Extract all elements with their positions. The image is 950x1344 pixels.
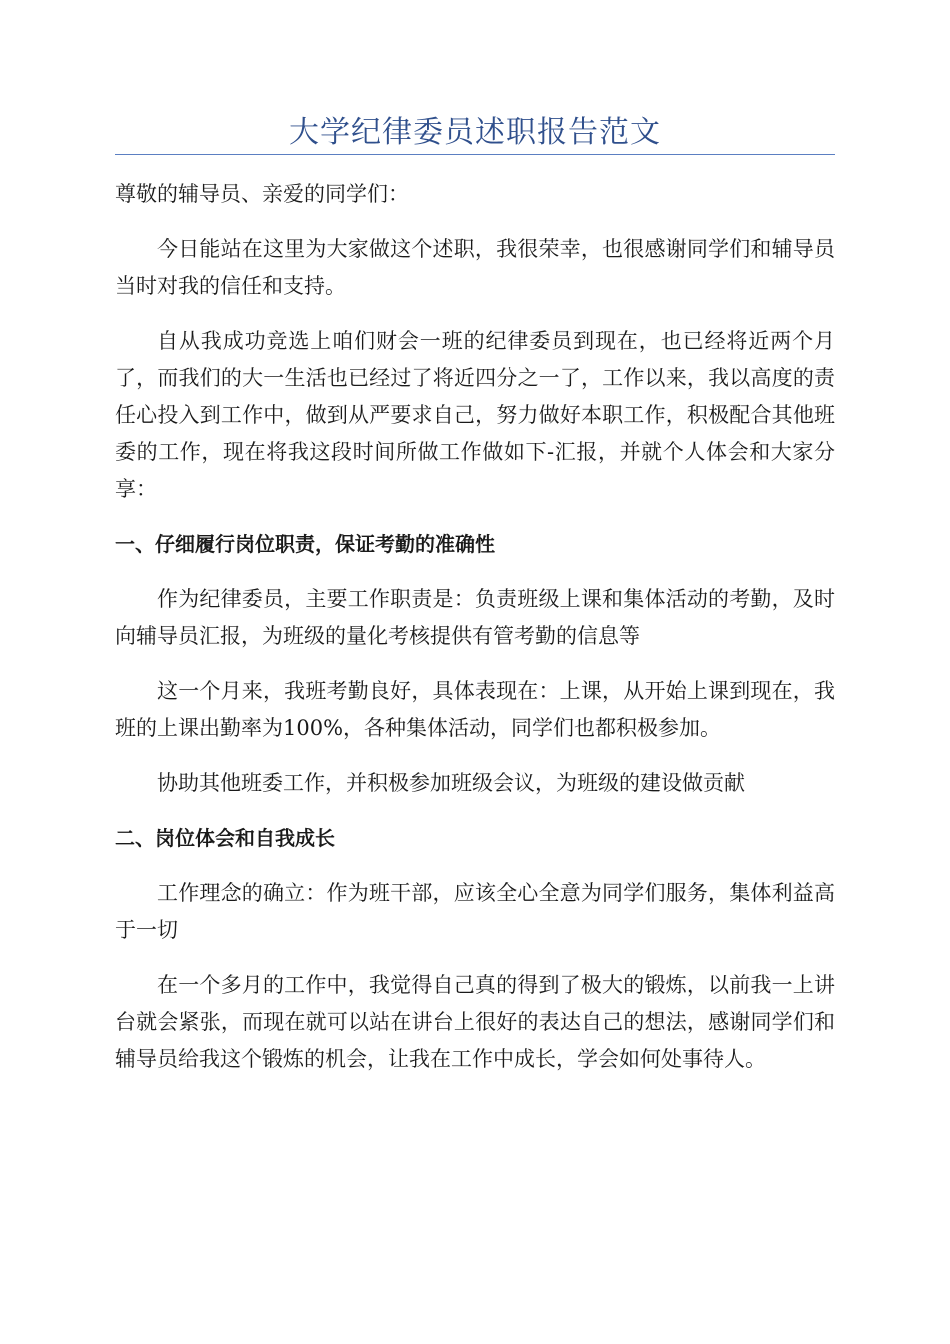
section-1-paragraph: 这一个月来，我班考勤良好，具体表现在：上课，从开始上课到现在，我班的上课出勤率为100%，各种集体活动，同学们也都积极参加。 — [115, 679, 835, 740]
section-heading-1: 一、仔细履行岗位职责，保证考勤的准确性 — [115, 532, 495, 556]
section-1-paragraph: 作为纪律委员，主要工作职责是：负责班级上课和集体活动的考勤，及时向辅导员汇报，为班级的量化考核提供有管考勤的信息等 — [115, 587, 835, 648]
section-2-paragraph: 工作理念的确立：作为班干部，应该全心全意为同学们服务，集体利益高于一切 — [115, 881, 835, 942]
section-heading-2: 二、岗位体会和自我成长 — [115, 826, 335, 850]
document-body — [115, 176, 835, 1096]
salutation: 尊敬的辅导员、亲爱的同学们： — [115, 182, 409, 206]
section-1-paragraph: 协助其他班委工作，并积极参加班级会议，为班级的建设做贡献 — [157, 771, 745, 795]
document-title: 大学纪律委员述职报告范文 — [289, 115, 661, 150]
title-underline — [115, 154, 835, 155]
intro-paragraph: 今日能站在这里为大家做这个述职，我很荣幸，也很感谢同学们和辅导员当时对我的信任和支持。 — [115, 237, 835, 298]
section-2-paragraph: 在一个多月的工作中，我觉得自己真的得到了极大的锻炼，以前我一上讲台就会紧张，而现在就可以站在讲台上很好的表达自己的想法，感谢同学们和辅导员给我这个锻炼的机会，让我在工作中成长，学会如何处事待人。 — [115, 973, 835, 1071]
intro-paragraph: 自从我成功竞选上咱们财会一班的纪律委员到现在，也已经将近两个月了，而我们的大一生活也已经过了将近四分之一了，工作以来，我以高度的责任心投入到工作中，做到从严要求自己，努力做好本职工作，积极配合其他班委的工作，现在将我这段时间所做工作做如下-汇报，并就个人体会和大家分享： — [115, 329, 835, 501]
